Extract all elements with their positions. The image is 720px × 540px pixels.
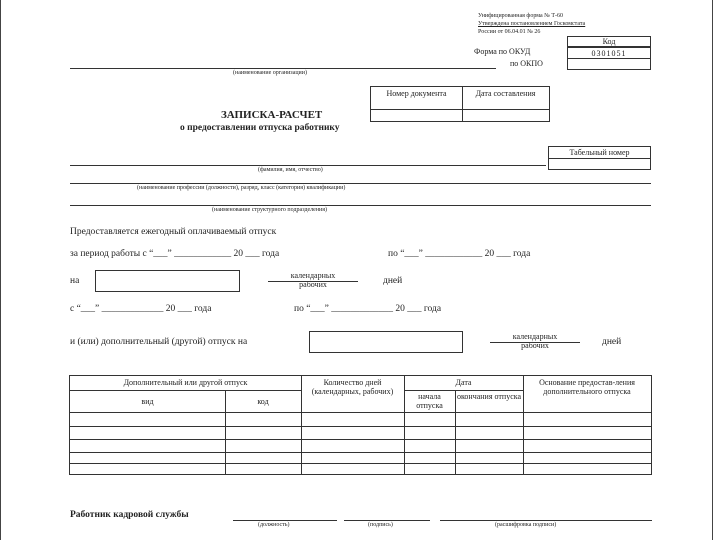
doc-date-header: Дата составления — [475, 89, 536, 98]
days-label: дней — [383, 276, 403, 286]
approved-by-text: Утверждена постановлением Госкомстата — [478, 21, 586, 27]
resolution-date-text: России от 06.04.01 № 26 — [478, 29, 541, 35]
col-code: код — [257, 397, 269, 406]
organization-line[interactable] — [70, 68, 496, 69]
col-date-group: Дата — [455, 378, 472, 387]
table-row[interactable] — [70, 440, 651, 452]
calendar-days-option-2[interactable]: календарных — [512, 332, 558, 341]
na-label: на — [70, 276, 80, 286]
profession-line[interactable] — [70, 183, 651, 184]
signature-caption: (подпись) — [368, 522, 393, 528]
okud-label: Форма по ОКУД — [474, 47, 531, 56]
working-days-option[interactable]: рабочих — [299, 280, 327, 289]
kod-header-cell — [567, 36, 651, 47]
annual-leave-text: Предоставляется ежегодный оплачиваемый отпуск — [70, 227, 277, 237]
profession-caption: (наименование профессии (должности), разряд, класс (категория) квалификации) — [137, 185, 346, 191]
calendar-days-option[interactable]: календарных — [290, 271, 336, 280]
col-group-additional-leave: Дополнительный или другой отпуск — [123, 378, 248, 387]
okpo-label: по ОКПО — [510, 59, 543, 68]
doc-number-date-table — [370, 86, 550, 122]
signature-decode-caption: (расшифровка подписи) — [495, 522, 557, 528]
working-days-option-2[interactable]: рабочих — [521, 341, 549, 350]
page-left-border — [0, 0, 1, 540]
signature-line[interactable] — [344, 520, 430, 521]
doc-number-header: Номер документа — [386, 89, 447, 98]
additional-days-input[interactable] — [309, 331, 463, 353]
position-line[interactable] — [233, 520, 337, 521]
leave-end-date-field[interactable]: по “___” _____________ 20 ___ года — [294, 304, 442, 314]
period-to-field[interactable]: по “___” ____________ 20 ___ года — [388, 249, 531, 259]
position-caption: (должность) — [258, 522, 290, 528]
col-days-count: Количество дней (календарных, рабочих) — [311, 378, 394, 396]
table-row[interactable] — [70, 427, 651, 439]
annual-day-type[interactable] — [268, 271, 358, 289]
okpo-value-cell[interactable] — [567, 58, 651, 70]
form-number-text: Унифицированная форма № Т-60 — [478, 13, 564, 19]
table-row[interactable] — [70, 453, 651, 463]
document-title: ЗАПИСКА-РАСЧЕТ — [221, 109, 323, 121]
col-start-date: начала отпуска — [416, 392, 443, 410]
document-subtitle: о предоставлении отпуска работнику — [180, 123, 340, 133]
additional-leave-text: и (или) дополнительный (другой) отпуск на — [70, 337, 248, 347]
days-label-2: дней — [602, 337, 622, 347]
okud-value: 0301051 — [591, 49, 627, 58]
organization-caption: (наименование организации) — [233, 70, 307, 76]
page-right-border — [712, 0, 713, 540]
leave-start-date-field[interactable]: с “___” _____________ 20 ___ года — [70, 304, 212, 314]
tabel-number-box — [548, 146, 651, 170]
additional-leave-table — [69, 375, 652, 475]
division-line[interactable] — [70, 205, 651, 206]
kod-label: Код — [602, 37, 616, 46]
col-type: вид — [141, 397, 154, 406]
signature-decode-line[interactable] — [440, 520, 652, 521]
table-row[interactable] — [70, 413, 651, 425]
fio-line[interactable] — [70, 165, 546, 166]
hr-employee-label: Работник кадровой службы — [70, 510, 189, 520]
col-basis: Основание предостав-ления дополнительного отпуска — [539, 378, 635, 396]
division-caption: (наименование структурного подразделения) — [212, 207, 328, 213]
period-from-field[interactable]: за период работы с “___” ____________ 20 ___ года — [70, 249, 280, 259]
col-end-date: окончания отпуска — [456, 392, 522, 401]
tabel-number-label: Табельный номер — [569, 148, 630, 157]
form-approval-note — [478, 12, 585, 36]
annual-days-input[interactable] — [95, 270, 240, 292]
fio-caption: (фамилия, имя, отчество) — [258, 167, 323, 173]
additional-day-type[interactable] — [490, 332, 580, 350]
